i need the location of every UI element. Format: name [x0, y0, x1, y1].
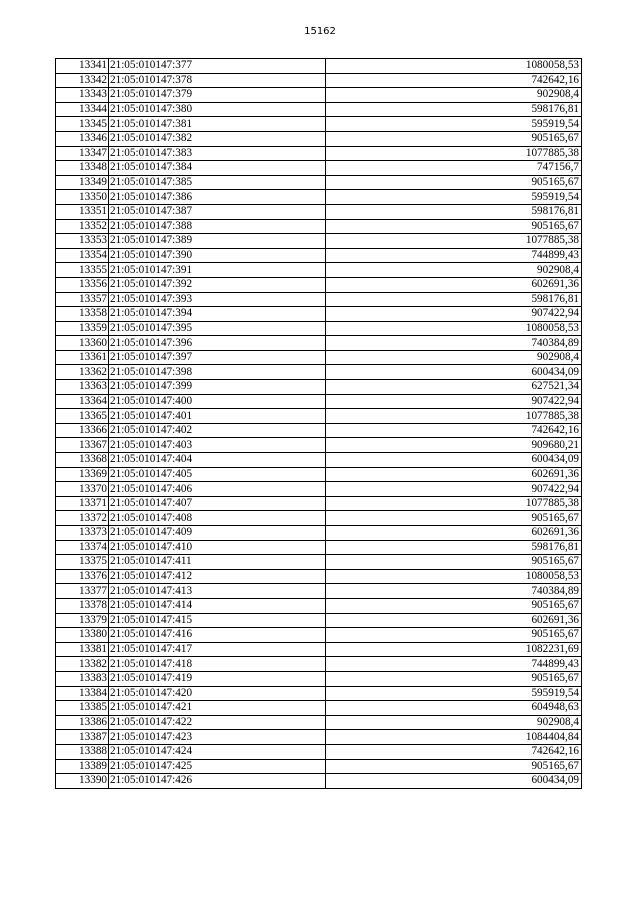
row-number-cell: 13388 — [56, 744, 109, 759]
row-number-cell: 13352 — [56, 219, 109, 234]
value-cell: 1077885,38 — [326, 146, 582, 161]
row-number-cell: 13341 — [56, 59, 109, 74]
value-cell: 907422,94 — [326, 307, 582, 322]
cadastral-number-cell: 21:05:010147:394 — [109, 307, 326, 322]
value-cell: 907422,94 — [326, 482, 582, 497]
value-cell: 595919,54 — [326, 190, 582, 205]
value-cell: 604948,63 — [326, 701, 582, 716]
row-number-cell: 13358 — [56, 307, 109, 322]
row-number-cell: 13354 — [56, 248, 109, 263]
value-cell: 1080058,53 — [326, 569, 582, 584]
row-number-cell: 13378 — [56, 598, 109, 613]
cadastral-number-cell: 21:05:010147:410 — [109, 540, 326, 555]
table-row — [56, 496, 582, 511]
value-cell: 905165,67 — [326, 628, 582, 643]
cadastral-number-cell: 21:05:010147:393 — [109, 292, 326, 307]
cadastral-number-cell: 21:05:010147:426 — [109, 774, 326, 789]
registry-table-body — [56, 59, 582, 789]
table-row — [56, 569, 582, 584]
cadastral-number-cell: 21:05:010147:412 — [109, 569, 326, 584]
cadastral-number-cell: 21:05:010147:415 — [109, 613, 326, 628]
value-cell: 742642,16 — [326, 423, 582, 438]
table-row — [56, 277, 582, 292]
row-number-cell: 13349 — [56, 175, 109, 190]
cadastral-number-cell: 21:05:010147:419 — [109, 671, 326, 686]
row-number-cell: 13367 — [56, 438, 109, 453]
cadastral-number-cell: 21:05:010147:396 — [109, 336, 326, 351]
value-cell: 1080058,53 — [326, 321, 582, 336]
row-number-cell: 13356 — [56, 277, 109, 292]
cadastral-number-cell: 21:05:010147:381 — [109, 117, 326, 132]
value-cell: 598176,81 — [326, 292, 582, 307]
value-cell: 1077885,38 — [326, 409, 582, 424]
table-row — [56, 774, 582, 789]
cadastral-number-cell: 21:05:010147:425 — [109, 759, 326, 774]
cadastral-number-cell: 21:05:010147:387 — [109, 204, 326, 219]
table-row — [56, 598, 582, 613]
value-cell: 600434,09 — [326, 453, 582, 468]
value-cell: 902908,4 — [326, 263, 582, 278]
row-number-cell: 13363 — [56, 380, 109, 395]
cadastral-number-cell: 21:05:010147:422 — [109, 715, 326, 730]
value-cell: 902908,4 — [326, 88, 582, 103]
value-cell: 598176,81 — [326, 102, 582, 117]
value-cell: 905165,67 — [326, 511, 582, 526]
value-cell: 740384,89 — [326, 584, 582, 599]
value-cell: 602691,36 — [326, 526, 582, 541]
registry-table — [55, 58, 582, 789]
table-row — [56, 59, 582, 74]
cadastral-number-cell: 21:05:010147:416 — [109, 628, 326, 643]
table-row — [56, 336, 582, 351]
value-cell: 1084404,84 — [326, 730, 582, 745]
cadastral-number-cell: 21:05:010147:417 — [109, 642, 326, 657]
value-cell: 595919,54 — [326, 686, 582, 701]
table-row — [56, 380, 582, 395]
table-row — [56, 146, 582, 161]
table-row — [56, 511, 582, 526]
row-number-cell: 13375 — [56, 555, 109, 570]
row-number-cell: 13369 — [56, 467, 109, 482]
row-number-cell: 13383 — [56, 671, 109, 686]
value-cell: 744899,43 — [326, 657, 582, 672]
table-row — [56, 423, 582, 438]
table-row — [56, 307, 582, 322]
table-row — [56, 394, 582, 409]
row-number-cell: 13377 — [56, 584, 109, 599]
cadastral-number-cell: 21:05:010147:382 — [109, 131, 326, 146]
cadastral-number-cell: 21:05:010147:386 — [109, 190, 326, 205]
table-row — [56, 438, 582, 453]
value-cell: 905165,67 — [326, 131, 582, 146]
table-row — [56, 161, 582, 176]
row-number-cell: 13351 — [56, 204, 109, 219]
cadastral-number-cell: 21:05:010147:384 — [109, 161, 326, 176]
row-number-cell: 13372 — [56, 511, 109, 526]
table-row — [56, 657, 582, 672]
table-row — [56, 686, 582, 701]
cadastral-number-cell: 21:05:010147:404 — [109, 453, 326, 468]
value-cell: 907422,94 — [326, 394, 582, 409]
row-number-cell: 13384 — [56, 686, 109, 701]
row-number-cell: 13342 — [56, 73, 109, 88]
value-cell: 602691,36 — [326, 277, 582, 292]
cadastral-number-cell: 21:05:010147:398 — [109, 365, 326, 380]
cadastral-number-cell: 21:05:010147:383 — [109, 146, 326, 161]
table-row — [56, 204, 582, 219]
table-row — [56, 453, 582, 468]
table-row — [56, 715, 582, 730]
cadastral-number-cell: 21:05:010147:402 — [109, 423, 326, 438]
cadastral-number-cell: 21:05:010147:409 — [109, 526, 326, 541]
row-number-cell: 13362 — [56, 365, 109, 380]
table-row — [56, 292, 582, 307]
row-number-cell: 13380 — [56, 628, 109, 643]
value-cell: 740384,89 — [326, 336, 582, 351]
row-number-cell: 13357 — [56, 292, 109, 307]
cadastral-number-cell: 21:05:010147:392 — [109, 277, 326, 292]
table-row — [56, 117, 582, 132]
cadastral-number-cell: 21:05:010147:403 — [109, 438, 326, 453]
table-row — [56, 555, 582, 570]
cadastral-number-cell: 21:05:010147:407 — [109, 496, 326, 511]
table-row — [56, 540, 582, 555]
row-number-cell: 13376 — [56, 569, 109, 584]
table-row — [56, 467, 582, 482]
value-cell: 598176,81 — [326, 204, 582, 219]
table-row — [56, 628, 582, 643]
row-number-cell: 13366 — [56, 423, 109, 438]
row-number-cell: 13350 — [56, 190, 109, 205]
value-cell: 600434,09 — [326, 365, 582, 380]
row-number-cell: 13371 — [56, 496, 109, 511]
table-row — [56, 190, 582, 205]
table-row — [56, 263, 582, 278]
table-row — [56, 671, 582, 686]
value-cell: 902908,4 — [326, 715, 582, 730]
cadastral-number-cell: 21:05:010147:378 — [109, 73, 326, 88]
cadastral-number-cell: 21:05:010147:390 — [109, 248, 326, 263]
row-number-cell: 13382 — [56, 657, 109, 672]
value-cell: 905165,67 — [326, 759, 582, 774]
table-row — [56, 219, 582, 234]
row-number-cell: 13389 — [56, 759, 109, 774]
table-row — [56, 73, 582, 88]
row-number-cell: 13364 — [56, 394, 109, 409]
value-cell: 1082231,69 — [326, 642, 582, 657]
value-cell: 742642,16 — [326, 73, 582, 88]
table-row — [56, 759, 582, 774]
value-cell: 905165,67 — [326, 219, 582, 234]
page-number: 15162 — [304, 26, 336, 37]
cadastral-number-cell: 21:05:010147:400 — [109, 394, 326, 409]
table-row — [56, 730, 582, 745]
value-cell: 602691,36 — [326, 467, 582, 482]
cadastral-number-cell: 21:05:010147:401 — [109, 409, 326, 424]
row-number-cell: 13360 — [56, 336, 109, 351]
row-number-cell: 13347 — [56, 146, 109, 161]
table-row — [56, 175, 582, 190]
table-row — [56, 131, 582, 146]
cadastral-number-cell: 21:05:010147:391 — [109, 263, 326, 278]
cadastral-number-cell: 21:05:010147:418 — [109, 657, 326, 672]
row-number-cell: 13343 — [56, 88, 109, 103]
value-cell: 905165,67 — [326, 175, 582, 190]
row-number-cell: 13353 — [56, 234, 109, 249]
value-cell: 602691,36 — [326, 613, 582, 628]
table-row — [56, 613, 582, 628]
cadastral-number-cell: 21:05:010147:423 — [109, 730, 326, 745]
value-cell: 744899,43 — [326, 248, 582, 263]
cadastral-number-cell: 21:05:010147:385 — [109, 175, 326, 190]
table-row — [56, 744, 582, 759]
value-cell: 905165,67 — [326, 555, 582, 570]
value-cell: 909680,21 — [326, 438, 582, 453]
cadastral-number-cell: 21:05:010147:421 — [109, 701, 326, 716]
row-number-cell: 13374 — [56, 540, 109, 555]
cadastral-number-cell: 21:05:010147:420 — [109, 686, 326, 701]
table-row — [56, 701, 582, 716]
cadastral-number-cell: 21:05:010147:399 — [109, 380, 326, 395]
table-row — [56, 365, 582, 380]
cadastral-number-cell: 21:05:010147:379 — [109, 88, 326, 103]
cadastral-number-cell: 21:05:010147:414 — [109, 598, 326, 613]
row-number-cell: 13348 — [56, 161, 109, 176]
cadastral-number-cell: 21:05:010147:413 — [109, 584, 326, 599]
table-row — [56, 526, 582, 541]
value-cell: 595919,54 — [326, 117, 582, 132]
row-number-cell: 13365 — [56, 409, 109, 424]
cadastral-number-cell: 21:05:010147:424 — [109, 744, 326, 759]
cadastral-number-cell: 21:05:010147:397 — [109, 350, 326, 365]
row-number-cell: 13390 — [56, 774, 109, 789]
value-cell: 1077885,38 — [326, 496, 582, 511]
cadastral-number-cell: 21:05:010147:380 — [109, 102, 326, 117]
cadastral-number-cell: 21:05:010147:411 — [109, 555, 326, 570]
row-number-cell: 13361 — [56, 350, 109, 365]
table-row — [56, 88, 582, 103]
value-cell: 742642,16 — [326, 744, 582, 759]
row-number-cell: 13379 — [56, 613, 109, 628]
row-number-cell: 13344 — [56, 102, 109, 117]
table-row — [56, 409, 582, 424]
value-cell: 600434,09 — [326, 774, 582, 789]
table-row — [56, 642, 582, 657]
value-cell: 598176,81 — [326, 540, 582, 555]
row-number-cell: 13345 — [56, 117, 109, 132]
value-cell: 1080058,53 — [326, 59, 582, 74]
row-number-cell: 13355 — [56, 263, 109, 278]
cadastral-number-cell: 21:05:010147:377 — [109, 59, 326, 74]
row-number-cell: 13370 — [56, 482, 109, 497]
row-number-cell: 13387 — [56, 730, 109, 745]
table-row — [56, 321, 582, 336]
value-cell: 905165,67 — [326, 598, 582, 613]
cadastral-number-cell: 21:05:010147:408 — [109, 511, 326, 526]
table-row — [56, 102, 582, 117]
value-cell: 1077885,38 — [326, 234, 582, 249]
value-cell: 902908,4 — [326, 350, 582, 365]
row-number-cell: 13368 — [56, 453, 109, 468]
row-number-cell: 13381 — [56, 642, 109, 657]
row-number-cell: 13386 — [56, 715, 109, 730]
cadastral-number-cell: 21:05:010147:405 — [109, 467, 326, 482]
table-row — [56, 584, 582, 599]
row-number-cell: 13346 — [56, 131, 109, 146]
table-row — [56, 234, 582, 249]
row-number-cell: 13359 — [56, 321, 109, 336]
value-cell: 627521,34 — [326, 380, 582, 395]
value-cell: 905165,67 — [326, 671, 582, 686]
row-number-cell: 13385 — [56, 701, 109, 716]
table-row — [56, 482, 582, 497]
cadastral-number-cell: 21:05:010147:395 — [109, 321, 326, 336]
cadastral-number-cell: 21:05:010147:388 — [109, 219, 326, 234]
table-row — [56, 248, 582, 263]
cadastral-number-cell: 21:05:010147:389 — [109, 234, 326, 249]
value-cell: 747156,7 — [326, 161, 582, 176]
table-row — [56, 350, 582, 365]
cadastral-number-cell: 21:05:010147:406 — [109, 482, 326, 497]
row-number-cell: 13373 — [56, 526, 109, 541]
